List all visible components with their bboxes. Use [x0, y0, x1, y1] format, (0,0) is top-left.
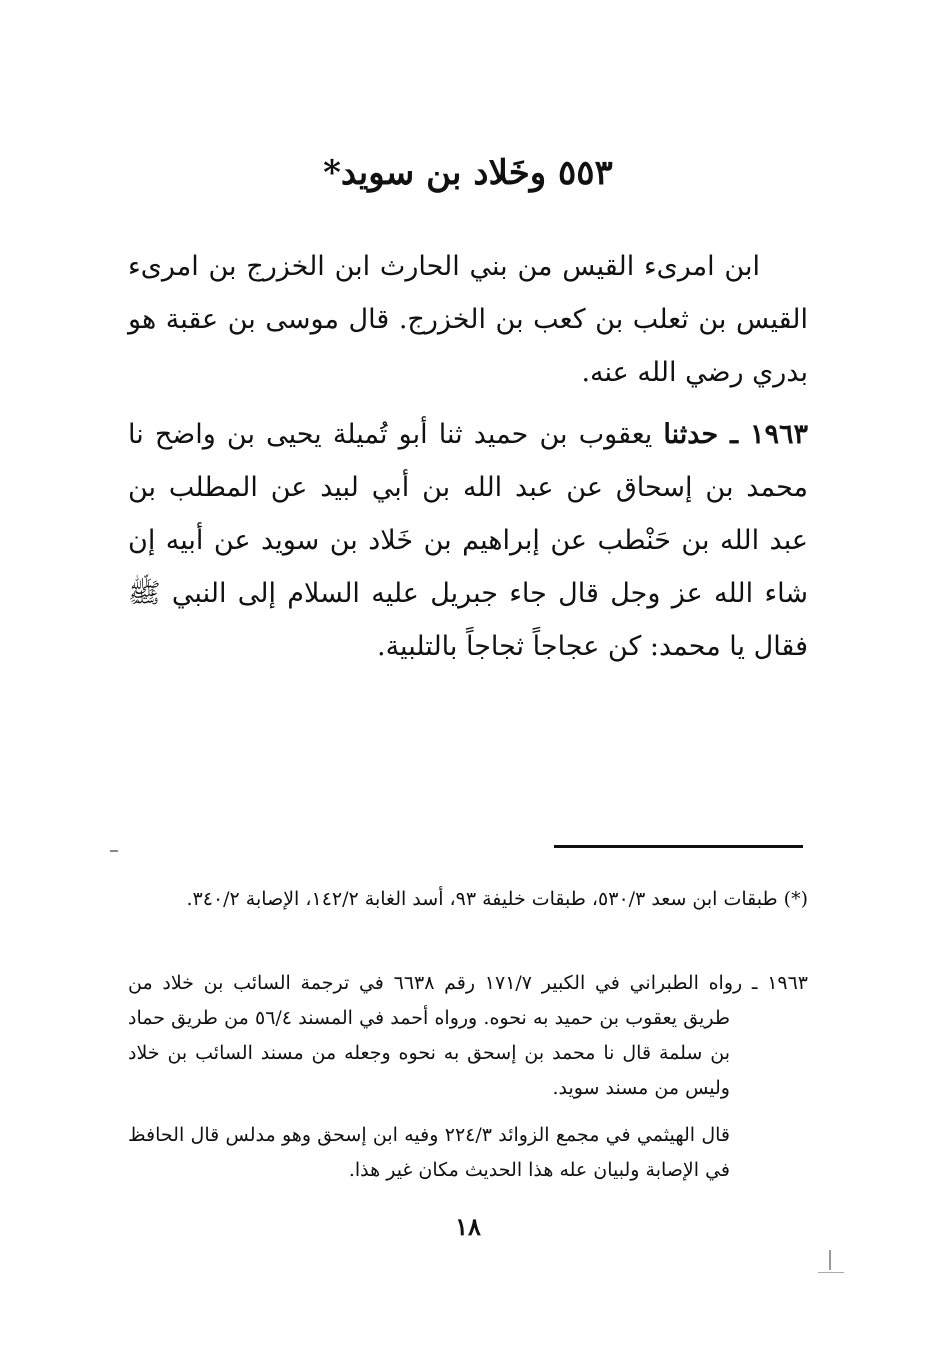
intro-paragraph: ابن امرىء القيس من بني الحارث ابن الخزرج بن امرىء القيس بن ثعلب بن كعب بن الخزرج. قال موسى بن عقبة هو بدري رضي الله عنه.	[128, 251, 808, 388]
footnote-hadith-takhrij	[128, 966, 808, 1106]
entry-title: ٥٥٣ وخَلاد بن سويد*	[323, 153, 613, 193]
hadith-lead-word: حدثنا	[663, 419, 719, 450]
footnote-haythami-text: قال الهيثمي في مجمع الزوائد ٢٢٤/٣ وفيه ابن إسحق وهو مدلس قال الحافظ في الإصابة ولبيان عله هذا الحديث مكان غير هذا.	[128, 1124, 730, 1181]
footnote-sources-text: (*) طبقات ابن سعد ٥٣٠/٣، طبقات خليفة ٩٣، أسد الغابة ١٤٢/٢، الإصابة ٣٤٠/٢.	[186, 888, 808, 910]
footnote-sources	[128, 882, 808, 917]
hadith-number: ١٩٦٣	[749, 419, 808, 450]
scan-mark	[829, 1250, 831, 1270]
page-number: ١٨	[455, 1212, 481, 1241]
hadith-paragraph	[128, 408, 808, 673]
footnote-divider	[554, 845, 803, 848]
hadith-separator: ـ	[718, 419, 750, 450]
scan-mark	[110, 850, 118, 852]
footnote-hadith-takhrij-text: ١٩٦٣ ـ رواه الطبراني في الكبير ١٧١/٧ رقم ٦٦٣٨ في ترجمة السائب بن خلاد من طريق يعقوب بن حميد به نحوه. ورواه أحمد في المسند ٥٦/٤ من طريق حماد بن سلمة قال نا محمد بن إسحق به نحوه وجعله من مسند السائب بن خلاد وليس من مسند سويد.	[128, 972, 809, 1099]
scan-mark	[818, 1272, 844, 1273]
footnote-haythami	[128, 1118, 808, 1188]
hadith-text: يعقوب بن حميد ثنا أبو تُميلة يحيى بن واضح نا محمد بن إسحاق عن عبد الله بن أبي لبيد عن المطلب بن عبد الله بن حَنْطب عن إبراهيم بن خَلاد بن سويد عن أبيه إن شاء الله عز وجل قال جاء جبريل عليه السلام إلى النبي ﷺ فقال يا محمد: كن عجاجاً ثجاجاً بالتلبية.	[128, 419, 808, 662]
